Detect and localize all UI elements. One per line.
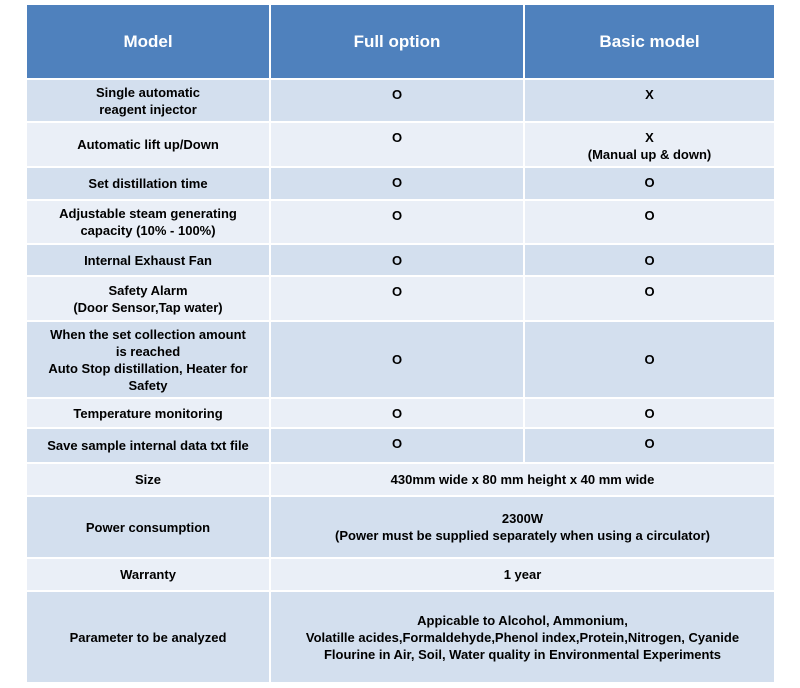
- header-full-option: Full option: [270, 4, 524, 79]
- feature-label: Single automatic reagent injector: [26, 79, 270, 122]
- feature-label: Power consumption: [26, 496, 270, 558]
- basic-model-value: X: [524, 79, 775, 122]
- feature-label: Size: [26, 463, 270, 496]
- table-row: [26, 428, 775, 463]
- table-row: [26, 200, 775, 244]
- feature-label: Temperature monitoring: [26, 398, 270, 428]
- full-option-value: O: [270, 276, 524, 321]
- full-option-value: O: [270, 200, 524, 244]
- merged-value: Appicable to Alcohol, Ammonium, Volatille acides,Formaldehyde,Phenol index,Protein,Nitrogen, Cyanide Flourine in Air, Soil, Water quality in Environmental Experiments: [270, 591, 775, 683]
- table-row: [26, 591, 775, 683]
- basic-model-value: O: [524, 244, 775, 276]
- feature-label: When the set collection amount is reached Auto Stop distillation, Heater for Safety: [26, 321, 270, 398]
- header-basic-model: Basic model: [524, 4, 775, 79]
- feature-label: Save sample internal data txt file: [26, 428, 270, 463]
- basic-model-value: X (Manual up & down): [524, 122, 775, 167]
- table-row: [26, 79, 775, 122]
- merged-value: 1 year: [270, 558, 775, 591]
- table-row: [26, 244, 775, 276]
- full-option-value: O: [270, 167, 524, 200]
- feature-label: Set distillation time: [26, 167, 270, 200]
- header-model: Model: [26, 4, 270, 79]
- table-row: [26, 167, 775, 200]
- basic-model-value: O: [524, 200, 775, 244]
- feature-label: Automatic lift up/Down: [26, 122, 270, 167]
- merged-value: 430mm wide x 80 mm height x 40 mm wide: [270, 463, 775, 496]
- basic-model-value: O: [524, 321, 775, 398]
- full-option-value: O: [270, 122, 524, 167]
- basic-model-value: O: [524, 167, 775, 200]
- feature-label: Warranty: [26, 558, 270, 591]
- table-row: [26, 321, 775, 398]
- full-option-value: O: [270, 244, 524, 276]
- header-row: [26, 4, 775, 79]
- basic-model-value: O: [524, 428, 775, 463]
- basic-model-value: O: [524, 276, 775, 321]
- full-option-value: O: [270, 398, 524, 428]
- full-option-value: O: [270, 79, 524, 122]
- feature-label: Parameter to be analyzed: [26, 591, 270, 683]
- full-option-value: O: [270, 428, 524, 463]
- feature-label: Safety Alarm (Door Sensor,Tap water): [26, 276, 270, 321]
- table-row: [26, 496, 775, 558]
- feature-label: Adjustable steam generating capacity (10% - 100%): [26, 200, 270, 244]
- table-row: [26, 463, 775, 496]
- feature-label: Internal Exhaust Fan: [26, 244, 270, 276]
- table-row: [26, 558, 775, 591]
- full-option-value: O: [270, 321, 524, 398]
- basic-model-value: O: [524, 398, 775, 428]
- spec-table: [25, 3, 776, 684]
- table-row: [26, 122, 775, 167]
- table-row: [26, 276, 775, 321]
- merged-value: 2300W (Power must be supplied separately when using a circulator): [270, 496, 775, 558]
- table-row: [26, 398, 775, 428]
